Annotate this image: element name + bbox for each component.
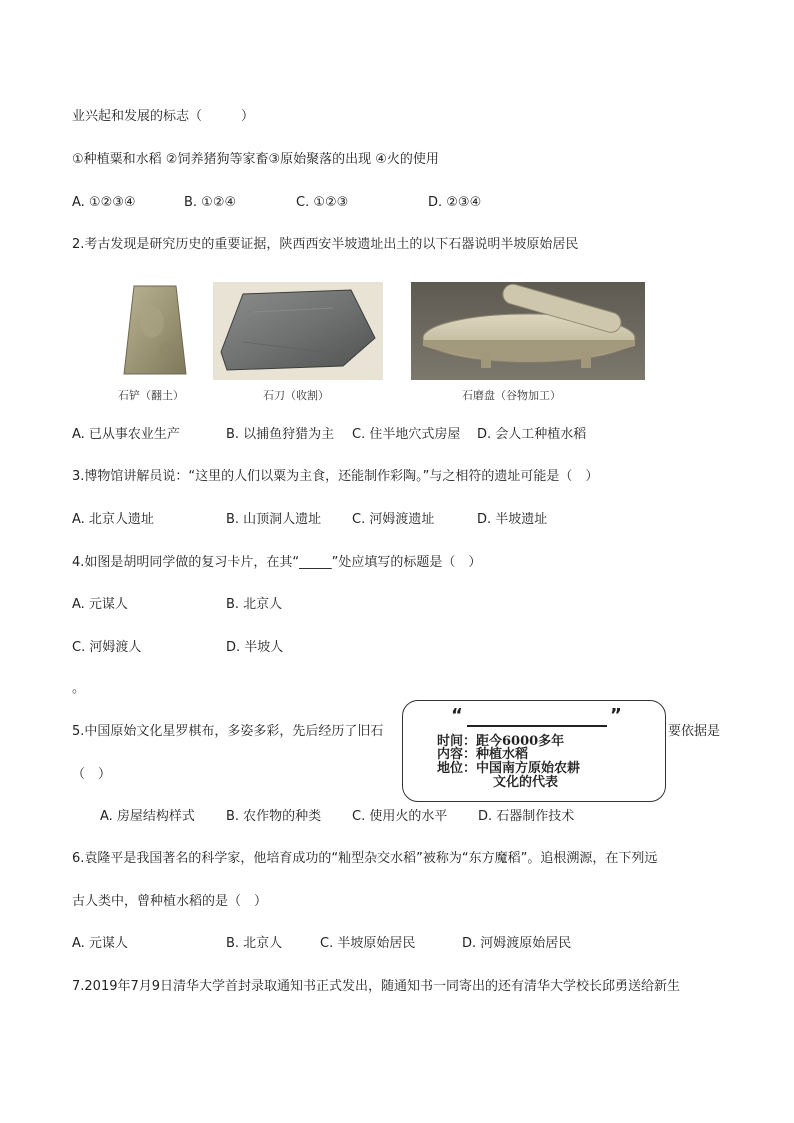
q1-stem-tail: 业兴起和发展的标志（ ）	[72, 109, 255, 124]
q6-option-b[interactable]: B. 北京人	[226, 936, 283, 951]
grinding-slab-image	[411, 282, 645, 380]
stone-knife-caption: 石刀（收割）	[263, 389, 329, 402]
q3-option-c[interactable]: C. 河姆渡遗址	[352, 512, 435, 527]
card-close-quote: ”	[610, 705, 622, 726]
q1-items: ①种植粟和水稻 ②饲养猪狗等家畜③原始聚落的出现 ④火的使用	[72, 152, 439, 167]
card-content: 内容：种植水稻	[437, 747, 529, 762]
q1-option-b[interactable]: B. ①②④	[184, 195, 237, 210]
q4-option-c[interactable]: C. 河姆渡人	[72, 640, 142, 655]
q4-options-row1	[72, 596, 472, 614]
q5-stem-left: 5.中国原始文化星罗棋布，多姿多彩，先后经历了旧石	[72, 724, 384, 739]
q3-option-a[interactable]: A. 北京人遗址	[72, 512, 154, 527]
q1-option-a[interactable]: A. ①②③④	[72, 195, 136, 210]
q4-option-d[interactable]: D. 半坡人	[226, 640, 284, 655]
q2-option-b[interactable]: B. 以捕鱼狩猎为主	[226, 427, 335, 442]
q3-stem: 3.博物馆讲解员说：“这里的人们以粟为主食，还能制作彩陶。”与之相符的遗址可能是（ ）	[72, 469, 599, 484]
q2-option-a[interactable]: A. 已从事农业生产	[72, 427, 180, 442]
q1-options	[72, 194, 672, 212]
review-card	[402, 700, 666, 802]
stone-shovel-image	[112, 282, 198, 380]
card-status-2: 文化的代表	[493, 775, 559, 790]
q1-option-d[interactable]: D. ②③④	[428, 195, 482, 210]
stone-shovel-caption: 石铲（翻土）	[118, 389, 184, 402]
q6-stem-2: 古人类中，曾种植水稻的是（ ）	[72, 894, 268, 909]
q5-option-a[interactable]: A. 房屋结构样式	[100, 809, 195, 824]
q2-option-d[interactable]: D. 会人工种植水稻	[477, 427, 587, 442]
q5-option-b[interactable]: B. 农作物的种类	[226, 809, 322, 824]
q4-option-b[interactable]: B. 北京人	[226, 597, 283, 612]
card-open-quote: “	[451, 705, 463, 726]
q3-option-b[interactable]: B. 山顶洞人遗址	[226, 512, 322, 527]
q5-option-c[interactable]: C. 使用火的水平	[352, 809, 448, 824]
card-status-1: 地位：中国南方原始农耕	[437, 761, 581, 776]
card-time: 时间：距今6000多年	[437, 734, 565, 749]
q6-option-a[interactable]: A. 元谋人	[72, 936, 128, 951]
q5-stem-line2: （ ）	[72, 767, 112, 782]
q6-stem-1: 6.袁隆平是我国著名的科学家，他培育成功的“籼型杂交水稻”被称为“东方魔稻”。追根溯源，在下列远	[72, 851, 658, 866]
q6-option-d[interactable]: D. 河姆渡原始居民	[462, 936, 572, 951]
q7-stem-1: 7.2019年7月9日清华大学首封录取通知书正式发出，随通知书一同寄出的还有清华大学校长邱勇送给新生	[72, 979, 681, 994]
q4-options-row2	[72, 639, 472, 657]
q3-option-d[interactable]: D. 半坡遗址	[477, 512, 548, 527]
q2-stem: 2.考古发现是研究历史的重要证据，陕西西安半坡遗址出土的以下石器说明半坡原始居民	[72, 237, 579, 252]
q4-stem: 4.如图是胡明同学做的复习卡片，在其“_____”处应填写的标题是（ ）	[72, 555, 482, 570]
q4-option-a[interactable]: A. 元谋人	[72, 597, 128, 612]
q5-option-d[interactable]: D. 石器制作技术	[478, 809, 575, 824]
q5-options	[100, 808, 700, 826]
grinding-slab-caption: 石磨盘（谷物加工）	[462, 389, 561, 402]
stray-mark: 。	[72, 681, 86, 696]
q2-options	[72, 426, 712, 444]
q6-options	[72, 935, 712, 953]
stone-knife-image	[213, 282, 383, 380]
q1-option-c[interactable]: C. ①②③	[296, 195, 349, 210]
q3-options	[72, 511, 712, 529]
card-title-blank	[467, 725, 607, 727]
q5-stem-right: 要依据是	[668, 724, 721, 739]
q6-option-c[interactable]: C. 半坡原始居民	[320, 936, 416, 951]
q2-option-c[interactable]: C. 住半地穴式房屋	[352, 427, 461, 442]
